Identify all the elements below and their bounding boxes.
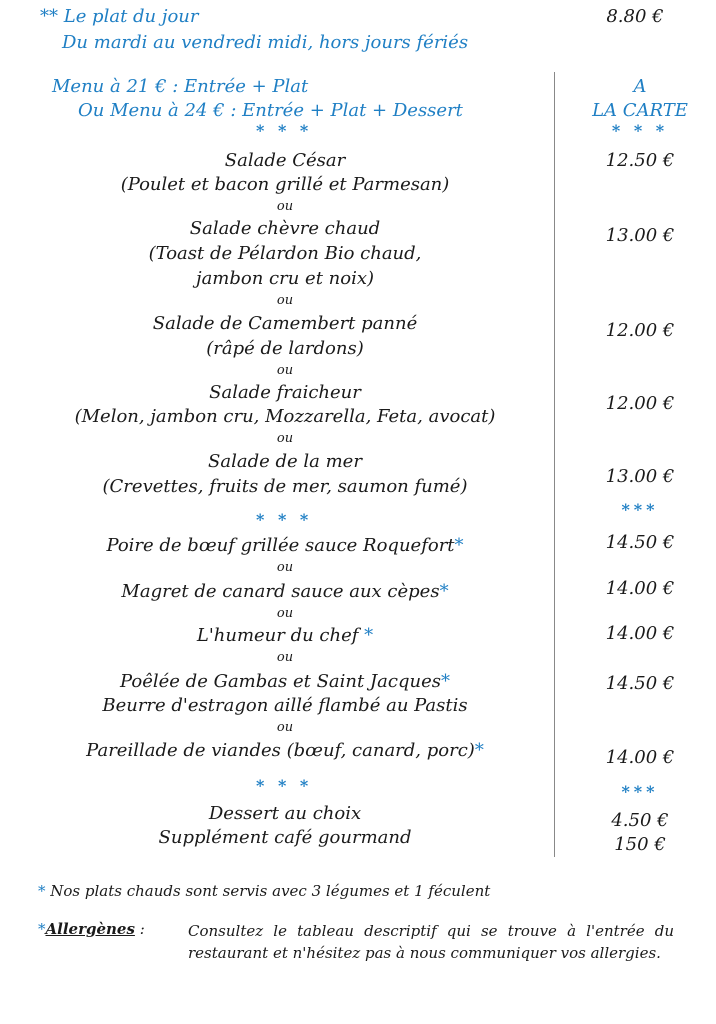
or-separator: ou xyxy=(276,650,294,665)
plat-3 xyxy=(30,625,540,646)
section-stars-plats: * * * xyxy=(256,510,313,529)
carte-header-stars: * * * xyxy=(611,121,669,140)
entree-5-detail: (Crevettes, fruits de mer, saumon fumé) xyxy=(102,476,468,497)
entree-2-price: 13.00 € xyxy=(605,225,675,246)
menu-header-line2: Ou Menu à 24 € : Entrée + Plat + Dessert xyxy=(78,100,463,121)
or-separator: ou xyxy=(276,606,294,621)
allergen-colon: : xyxy=(134,920,145,938)
carte-header-line1: A xyxy=(633,76,647,97)
plat-5-price: 14.00 € xyxy=(605,747,675,768)
plat-1-price: 14.50 € xyxy=(605,532,675,553)
plat-4-detail: Beurre d'estragon aillé flambé au Pastis xyxy=(102,695,468,716)
price-stars-desserts: *** xyxy=(621,782,659,801)
plat-du-jour-title xyxy=(40,6,198,27)
garnish-star: * xyxy=(38,882,46,900)
allergen-label xyxy=(38,920,145,938)
plat-4-name: Poêlée de Gambas et Saint Jacques xyxy=(120,671,441,692)
or-separator: ou xyxy=(276,560,294,575)
plat-3-name: L'humeur du chef xyxy=(196,625,365,646)
dessert-2-name: Supplément café gourmand xyxy=(158,827,412,848)
allergen-label-text: Allergènes xyxy=(45,920,135,938)
plat-2 xyxy=(30,581,540,602)
entree-5-price: 13.00 € xyxy=(605,466,675,487)
carte-header-line2: LA CARTE xyxy=(592,100,688,121)
column-divider xyxy=(554,72,555,857)
garnish-note xyxy=(38,882,490,900)
or-separator: ou xyxy=(276,199,294,214)
or-separator: ou xyxy=(276,363,294,378)
plat-5-name: Pareillade de viandes (bœuf, canard, porc) xyxy=(86,740,475,761)
entree-4-name: Salade fraicheur xyxy=(209,382,361,403)
entree-4-detail: (Melon, jambon cru, Mozzarella, Feta, avocat) xyxy=(74,406,496,427)
entree-2-detail-2: jambon cru et noix) xyxy=(195,268,375,289)
plat-4-price: 14.50 € xyxy=(605,673,675,694)
or-separator: ou xyxy=(276,293,294,308)
or-separator: ou xyxy=(276,720,294,735)
entree-4-price: 12.00 € xyxy=(605,393,675,414)
plat-du-jour-subtitle: Du mardi au vendredi midi, hors jours fériés xyxy=(62,32,469,53)
allergen-star: * xyxy=(38,920,46,938)
plat-2-star: * xyxy=(439,581,449,602)
plat-4 xyxy=(30,671,540,692)
menu-header-line1: Menu à 21 € : Entrée + Plat xyxy=(52,76,309,97)
plat-du-jour-marker: ** xyxy=(40,6,58,27)
allergen-text: Consultez le tableau descriptif qui se trouve à l'entrée du restaurant et n'hésitez pas à nous communiquer vos allergies. xyxy=(188,922,674,962)
or-separator: ou xyxy=(276,431,294,446)
entree-3-name: Salade de Camembert panné xyxy=(152,313,418,334)
plat-1-star: * xyxy=(454,535,464,556)
plat-1 xyxy=(30,535,540,556)
garnish-text: Nos plats chauds sont servis avec 3 légumes et 1 féculent xyxy=(50,882,491,900)
price-stars-plats: *** xyxy=(621,500,659,519)
entree-2-detail: (Toast de Pélardon Bio chaud, xyxy=(148,243,422,264)
entree-5-name: Salade de la mer xyxy=(208,451,362,472)
entree-2-name: Salade chèvre chaud xyxy=(189,218,381,239)
section-stars-desserts: * * * xyxy=(256,776,313,795)
plat-du-jour-price: 8.80 € xyxy=(606,6,664,27)
entree-1-detail: (Poulet et bacon grillé et Parmesan) xyxy=(120,174,450,195)
entree-1-name: Salade César xyxy=(224,150,346,171)
plat-5-star: * xyxy=(474,740,484,761)
plat-1-name: Poire de bœuf grillée sauce Roquefort xyxy=(106,535,455,556)
entree-1-price: 12.50 € xyxy=(605,150,675,171)
dessert-1-name: Dessert au choix xyxy=(208,803,362,824)
plat-3-price: 14.00 € xyxy=(605,623,675,644)
dessert-2-price: 150 € xyxy=(614,834,666,855)
entree-3-price: 12.00 € xyxy=(605,320,675,341)
plat-4-star: * xyxy=(440,671,450,692)
plat-5 xyxy=(30,740,540,761)
menu-header-stars: * * * xyxy=(256,121,313,140)
dessert-1-price: 4.50 € xyxy=(611,810,669,831)
plat-du-jour-label: Le plat du jour xyxy=(63,6,199,27)
entree-3-detail: (râpé de lardons) xyxy=(206,338,364,359)
plat-3-star: * xyxy=(364,625,374,646)
plat-2-name: Magret de canard sauce aux cèpes xyxy=(121,581,440,602)
plat-2-price: 14.00 € xyxy=(605,578,675,599)
